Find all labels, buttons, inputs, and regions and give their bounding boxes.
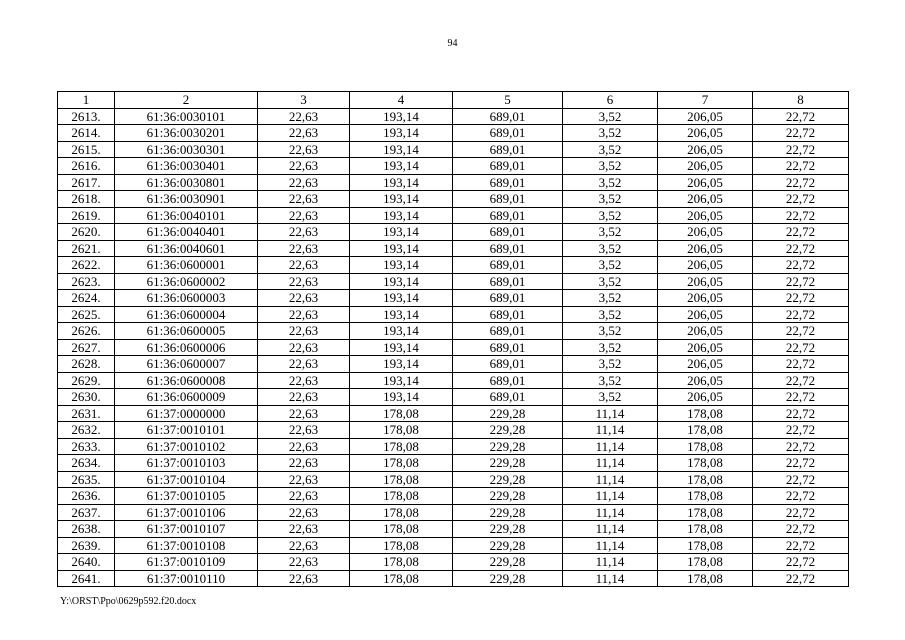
table-cell: 229,28 <box>453 521 563 538</box>
table-cell: 2619. <box>58 207 115 224</box>
table-cell: 178,08 <box>658 521 753 538</box>
table-cell: 229,28 <box>453 504 563 521</box>
table-cell: 2628. <box>58 356 115 373</box>
table-row <box>58 174 849 191</box>
table-cell: 3,52 <box>563 273 658 290</box>
table-cell: 229,28 <box>453 554 563 571</box>
footer-file-path: Y:\ORST\Ppo\0629p592.f20.docx <box>60 596 197 607</box>
table-cell: 22,72 <box>753 570 849 587</box>
table-cell: 22,72 <box>753 389 849 406</box>
table-cell: 61:36:0030901 <box>115 191 258 208</box>
table-row <box>58 455 849 472</box>
table-body <box>58 108 849 587</box>
table-cell: 22,72 <box>753 521 849 538</box>
table-row <box>58 108 849 125</box>
table-cell: 22,63 <box>258 191 350 208</box>
table-cell: 689,01 <box>453 323 563 340</box>
table-row <box>58 537 849 554</box>
table-cell: 3,52 <box>563 174 658 191</box>
table-cell: 689,01 <box>453 125 563 142</box>
table-row <box>58 438 849 455</box>
table-cell: 61:37:0010109 <box>115 554 258 571</box>
table-cell: 22,72 <box>753 240 849 257</box>
table-cell: 22,72 <box>753 158 849 175</box>
table-cell: 22,72 <box>753 257 849 274</box>
table-cell: 229,28 <box>453 488 563 505</box>
table-cell: 193,14 <box>350 141 453 158</box>
table-cell: 229,28 <box>453 405 563 422</box>
table-cell: 689,01 <box>453 158 563 175</box>
table-cell: 2618. <box>58 191 115 208</box>
table-row <box>58 240 849 257</box>
table-cell: 22,63 <box>258 141 350 158</box>
table-row <box>58 471 849 488</box>
table-cell: 193,14 <box>350 306 453 323</box>
table-cell: 229,28 <box>453 471 563 488</box>
table-cell: 22,72 <box>753 174 849 191</box>
table-cell: 61:37:0010104 <box>115 471 258 488</box>
table-cell: 61:36:0600006 <box>115 339 258 356</box>
table-cell: 206,05 <box>658 389 753 406</box>
table-cell: 22,63 <box>258 471 350 488</box>
table-cell: 178,08 <box>350 570 453 587</box>
table-cell: 193,14 <box>350 207 453 224</box>
table-cell: 22,72 <box>753 438 849 455</box>
table-cell: 61:36:0600007 <box>115 356 258 373</box>
column-header-1: 1 <box>58 92 115 109</box>
table-row <box>58 422 849 439</box>
table-cell: 193,14 <box>350 257 453 274</box>
table-cell: 178,08 <box>350 455 453 472</box>
table-cell: 22,63 <box>258 356 350 373</box>
table-cell: 2631. <box>58 405 115 422</box>
table-cell: 3,52 <box>563 389 658 406</box>
table-cell: 193,14 <box>350 174 453 191</box>
table-cell: 193,14 <box>350 240 453 257</box>
table-cell: 22,63 <box>258 339 350 356</box>
table-cell: 22,63 <box>258 422 350 439</box>
table-cell: 178,08 <box>658 471 753 488</box>
table-cell: 61:36:0030201 <box>115 125 258 142</box>
table-cell: 3,52 <box>563 141 658 158</box>
table-cell: 2617. <box>58 174 115 191</box>
table-cell: 22,63 <box>258 521 350 538</box>
table-cell: 193,14 <box>350 224 453 241</box>
data-table <box>57 91 849 587</box>
table-cell: 22,63 <box>258 405 350 422</box>
table-cell: 689,01 <box>453 356 563 373</box>
table-row <box>58 372 849 389</box>
table-cell: 22,63 <box>258 504 350 521</box>
table-cell: 22,72 <box>753 455 849 472</box>
table-cell: 3,52 <box>563 339 658 356</box>
table-row <box>58 191 849 208</box>
table-cell: 22,63 <box>258 488 350 505</box>
table-cell: 22,72 <box>753 273 849 290</box>
table-cell: 2616. <box>58 158 115 175</box>
table-cell: 11,14 <box>563 537 658 554</box>
table-cell: 11,14 <box>563 570 658 587</box>
table-cell: 689,01 <box>453 224 563 241</box>
table-cell: 229,28 <box>453 422 563 439</box>
table-cell: 22,72 <box>753 191 849 208</box>
table-cell: 206,05 <box>658 158 753 175</box>
table-cell: 689,01 <box>453 174 563 191</box>
table-cell: 22,72 <box>753 290 849 307</box>
table-cell: 22,63 <box>258 372 350 389</box>
table-cell: 22,72 <box>753 537 849 554</box>
table-cell: 3,52 <box>563 207 658 224</box>
table-cell: 22,63 <box>258 290 350 307</box>
column-header-2: 2 <box>115 92 258 109</box>
table-cell: 61:36:0030401 <box>115 158 258 175</box>
table-cell: 2620. <box>58 224 115 241</box>
table-cell: 22,63 <box>258 323 350 340</box>
table-cell: 193,14 <box>350 125 453 142</box>
table-cell: 206,05 <box>658 339 753 356</box>
table-cell: 2633. <box>58 438 115 455</box>
table-cell: 2625. <box>58 306 115 323</box>
table-cell: 178,08 <box>350 504 453 521</box>
table-cell: 22,72 <box>753 125 849 142</box>
table-cell: 3,52 <box>563 224 658 241</box>
table-cell: 689,01 <box>453 240 563 257</box>
table-cell: 61:36:0600001 <box>115 257 258 274</box>
table-cell: 22,63 <box>258 240 350 257</box>
table-cell: 2637. <box>58 504 115 521</box>
table-cell: 22,72 <box>753 471 849 488</box>
table-cell: 61:36:0600004 <box>115 306 258 323</box>
table-cell: 689,01 <box>453 306 563 323</box>
table-cell: 11,14 <box>563 438 658 455</box>
table-cell: 206,05 <box>658 207 753 224</box>
table-cell: 193,14 <box>350 372 453 389</box>
table-cell: 11,14 <box>563 504 658 521</box>
table-row <box>58 273 849 290</box>
table-cell: 22,72 <box>753 554 849 571</box>
table-cell: 178,08 <box>350 488 453 505</box>
table-cell: 206,05 <box>658 108 753 125</box>
table-cell: 22,63 <box>258 306 350 323</box>
table-cell: 61:36:0600009 <box>115 389 258 406</box>
table-cell: 22,63 <box>258 257 350 274</box>
table-row <box>58 504 849 521</box>
table-cell: 3,52 <box>563 158 658 175</box>
table-cell: 206,05 <box>658 174 753 191</box>
table-cell: 61:37:0010106 <box>115 504 258 521</box>
table-cell: 22,63 <box>258 158 350 175</box>
table-cell: 193,14 <box>350 158 453 175</box>
table-cell: 178,08 <box>658 537 753 554</box>
table-cell: 689,01 <box>453 207 563 224</box>
table-cell: 3,52 <box>563 356 658 373</box>
table-cell: 193,14 <box>350 290 453 307</box>
table-cell: 178,08 <box>658 438 753 455</box>
table-cell: 689,01 <box>453 108 563 125</box>
table-row <box>58 125 849 142</box>
table-cell: 11,14 <box>563 405 658 422</box>
table-row <box>58 389 849 406</box>
table-cell: 689,01 <box>453 257 563 274</box>
table-cell: 3,52 <box>563 240 658 257</box>
table-row <box>58 306 849 323</box>
table-cell: 178,08 <box>658 422 753 439</box>
table-cell: 22,72 <box>753 323 849 340</box>
table-cell: 61:36:0600002 <box>115 273 258 290</box>
column-header-5: 5 <box>453 92 563 109</box>
table-row <box>58 158 849 175</box>
table-cell: 689,01 <box>453 389 563 406</box>
table-cell: 689,01 <box>453 273 563 290</box>
table-cell: 61:37:0010101 <box>115 422 258 439</box>
table-cell: 206,05 <box>658 224 753 241</box>
table-cell: 2622. <box>58 257 115 274</box>
table-cell: 689,01 <box>453 339 563 356</box>
table-cell: 229,28 <box>453 455 563 472</box>
table-cell: 22,63 <box>258 570 350 587</box>
table-cell: 22,72 <box>753 224 849 241</box>
table-row <box>58 224 849 241</box>
table-cell: 61:37:0000000 <box>115 405 258 422</box>
table-cell: 3,52 <box>563 191 658 208</box>
table-cell: 3,52 <box>563 323 658 340</box>
table-cell: 22,63 <box>258 207 350 224</box>
table-cell: 22,72 <box>753 141 849 158</box>
table-cell: 193,14 <box>350 339 453 356</box>
table-cell: 2634. <box>58 455 115 472</box>
table-row <box>58 356 849 373</box>
table-cell: 22,72 <box>753 207 849 224</box>
table-cell: 22,72 <box>753 504 849 521</box>
column-header-3: 3 <box>258 92 350 109</box>
table-cell: 193,14 <box>350 323 453 340</box>
table-cell: 61:36:0040101 <box>115 207 258 224</box>
table-cell: 206,05 <box>658 372 753 389</box>
table-cell: 206,05 <box>658 306 753 323</box>
table-row <box>58 207 849 224</box>
table-cell: 178,08 <box>658 455 753 472</box>
table-cell: 61:37:0010103 <box>115 455 258 472</box>
table-cell: 689,01 <box>453 141 563 158</box>
table-cell: 2635. <box>58 471 115 488</box>
table-cell: 178,08 <box>658 504 753 521</box>
table-cell: 2629. <box>58 372 115 389</box>
table-cell: 61:36:0600008 <box>115 372 258 389</box>
table-cell: 61:37:0010108 <box>115 537 258 554</box>
table-cell: 2626. <box>58 323 115 340</box>
table-cell: 206,05 <box>658 191 753 208</box>
table-cell: 2632. <box>58 422 115 439</box>
table-cell: 61:36:0600003 <box>115 290 258 307</box>
table-cell: 22,63 <box>258 455 350 472</box>
table-row <box>58 405 849 422</box>
table-cell: 178,08 <box>350 554 453 571</box>
table-cell: 22,63 <box>258 438 350 455</box>
table-cell: 61:37:0010107 <box>115 521 258 538</box>
table-cell: 61:36:0600005 <box>115 323 258 340</box>
table-cell: 193,14 <box>350 191 453 208</box>
table-header-row <box>58 92 849 109</box>
table-cell: 22,72 <box>753 422 849 439</box>
table-cell: 178,08 <box>658 405 753 422</box>
table-cell: 22,72 <box>753 339 849 356</box>
table-cell: 11,14 <box>563 471 658 488</box>
table-cell: 22,72 <box>753 306 849 323</box>
table-cell: 2621. <box>58 240 115 257</box>
table-cell: 2630. <box>58 389 115 406</box>
table-cell: 2638. <box>58 521 115 538</box>
table-cell: 22,72 <box>753 405 849 422</box>
table-cell: 206,05 <box>658 125 753 142</box>
table-cell: 193,14 <box>350 273 453 290</box>
table-cell: 193,14 <box>350 108 453 125</box>
table-row <box>58 141 849 158</box>
table-row <box>58 323 849 340</box>
table-cell: 206,05 <box>658 240 753 257</box>
table-cell: 2640. <box>58 554 115 571</box>
table-cell: 22,63 <box>258 554 350 571</box>
table-cell: 178,08 <box>350 521 453 538</box>
table-cell: 11,14 <box>563 455 658 472</box>
table-cell: 22,63 <box>258 389 350 406</box>
table-cell: 22,63 <box>258 108 350 125</box>
table-cell: 3,52 <box>563 257 658 274</box>
table-cell: 2627. <box>58 339 115 356</box>
table-cell: 11,14 <box>563 554 658 571</box>
table-cell: 689,01 <box>453 290 563 307</box>
column-header-7: 7 <box>658 92 753 109</box>
table-row <box>58 521 849 538</box>
table-cell: 206,05 <box>658 356 753 373</box>
table-cell: 11,14 <box>563 422 658 439</box>
table-row <box>58 554 849 571</box>
table-cell: 3,52 <box>563 125 658 142</box>
table-cell: 61:36:0040401 <box>115 224 258 241</box>
table-cell: 206,05 <box>658 323 753 340</box>
table-cell: 178,08 <box>350 438 453 455</box>
table-cell: 689,01 <box>453 372 563 389</box>
table-cell: 178,08 <box>658 554 753 571</box>
table-cell: 2613. <box>58 108 115 125</box>
table-cell: 2636. <box>58 488 115 505</box>
table-cell: 178,08 <box>350 471 453 488</box>
table-cell: 3,52 <box>563 306 658 323</box>
table-cell: 22,72 <box>753 108 849 125</box>
table-cell: 2623. <box>58 273 115 290</box>
table-cell: 22,63 <box>258 224 350 241</box>
table-cell: 229,28 <box>453 438 563 455</box>
table-cell: 61:37:0010105 <box>115 488 258 505</box>
table-cell: 22,72 <box>753 372 849 389</box>
table-cell: 3,52 <box>563 108 658 125</box>
table-cell: 178,08 <box>658 570 753 587</box>
table-cell: 178,08 <box>658 488 753 505</box>
table-cell: 61:36:0030801 <box>115 174 258 191</box>
table-cell: 3,52 <box>563 372 658 389</box>
table-row <box>58 339 849 356</box>
table-cell: 22,63 <box>258 174 350 191</box>
table-cell: 2624. <box>58 290 115 307</box>
table-cell: 206,05 <box>658 273 753 290</box>
page-number: 94 <box>447 38 458 49</box>
table-cell: 206,05 <box>658 290 753 307</box>
table-cell: 61:37:0010110 <box>115 570 258 587</box>
table-cell: 22,63 <box>258 537 350 554</box>
table-cell: 229,28 <box>453 570 563 587</box>
table-row <box>58 290 849 307</box>
table-cell: 2639. <box>58 537 115 554</box>
table-cell: 2615. <box>58 141 115 158</box>
table-cell: 3,52 <box>563 290 658 307</box>
table-cell: 178,08 <box>350 537 453 554</box>
table-cell: 206,05 <box>658 141 753 158</box>
table-cell: 689,01 <box>453 191 563 208</box>
table-row <box>58 488 849 505</box>
table-cell: 178,08 <box>350 422 453 439</box>
table-cell: 11,14 <box>563 521 658 538</box>
table-cell: 61:36:0040601 <box>115 240 258 257</box>
table-cell: 61:36:0030301 <box>115 141 258 158</box>
table-cell: 22,63 <box>258 273 350 290</box>
table-cell: 22,72 <box>753 488 849 505</box>
column-header-6: 6 <box>563 92 658 109</box>
column-header-8: 8 <box>753 92 849 109</box>
table-cell: 229,28 <box>453 537 563 554</box>
table-cell: 11,14 <box>563 488 658 505</box>
table-cell: 22,72 <box>753 356 849 373</box>
table-cell: 193,14 <box>350 356 453 373</box>
table-row <box>58 257 849 274</box>
table-cell: 2641. <box>58 570 115 587</box>
table-cell: 206,05 <box>658 257 753 274</box>
table-cell: 178,08 <box>350 405 453 422</box>
table-cell: 193,14 <box>350 389 453 406</box>
table-cell: 2614. <box>58 125 115 142</box>
table-cell: 61:36:0030101 <box>115 108 258 125</box>
column-header-4: 4 <box>350 92 453 109</box>
table-cell: 22,63 <box>258 125 350 142</box>
table-cell: 61:37:0010102 <box>115 438 258 455</box>
table-row <box>58 570 849 587</box>
